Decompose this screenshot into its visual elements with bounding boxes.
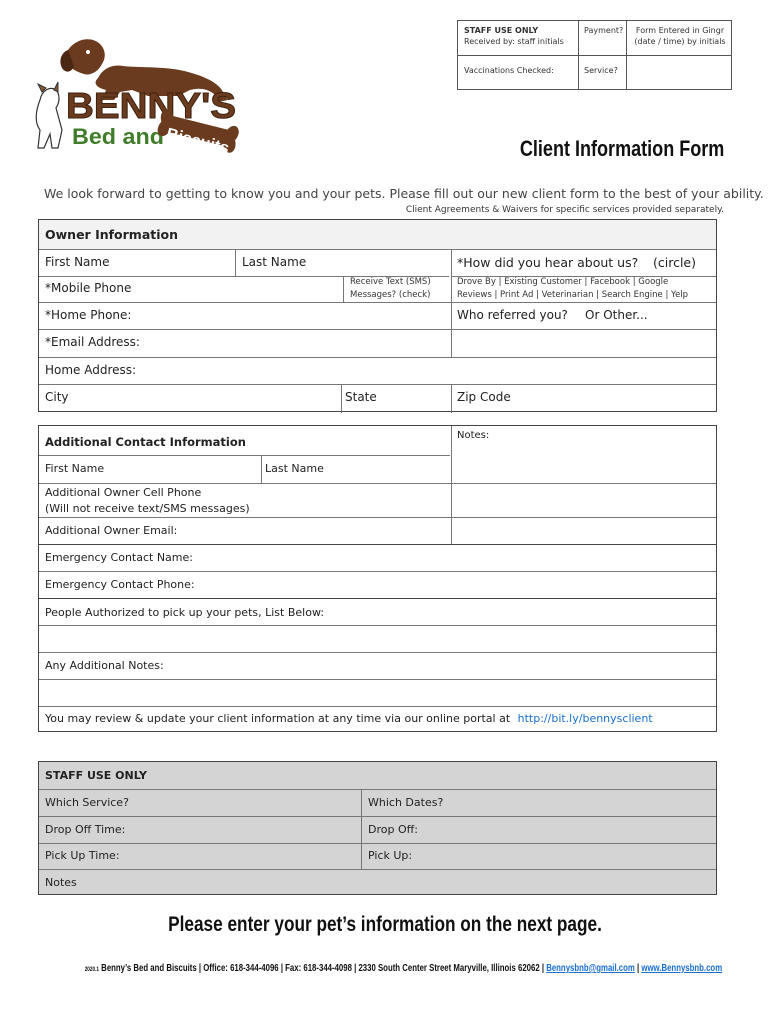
owner-information-section xyxy=(38,219,717,412)
state-field[interactable]: State xyxy=(345,390,377,404)
email-address-field[interactable]: *Email Address: xyxy=(45,335,140,349)
footer-contact-info xyxy=(84,963,723,974)
payment-label: Payment? xyxy=(584,26,624,35)
how-did-you-hear-label: *How did you hear about us? xyxy=(457,255,639,270)
service-label: Service? xyxy=(584,66,618,75)
any-additional-notes-label: Any Additional Notes: xyxy=(45,659,164,672)
other-source-label: Or Other... xyxy=(585,308,648,322)
staff-notes-field[interactable]: Notes xyxy=(45,876,77,889)
circle-label: (circle) xyxy=(653,255,696,270)
footer-website-link[interactable]: www.Bennysbnb.com xyxy=(641,963,723,974)
form-entered-sub-label: (date / time) by initials xyxy=(634,37,726,46)
additional-last-name-field[interactable]: Last Name xyxy=(265,462,324,475)
zip-code-field[interactable]: Zip Code xyxy=(457,390,511,404)
svg-text:Bed and: Bed and xyxy=(72,124,164,149)
referred-by-field[interactable]: Who referred you? xyxy=(457,308,568,322)
next-page-instruction: Please enter your pet’s information on the next page. xyxy=(168,913,602,936)
pick-up-time-field[interactable]: Pick Up Time: xyxy=(45,849,120,862)
footer-version: 2020.1 xyxy=(84,967,100,973)
staff-use-top-box xyxy=(457,20,732,90)
owner-information-header: Owner Information xyxy=(45,227,179,242)
any-additional-notes-field[interactable] xyxy=(39,680,715,705)
referral-sources-line1: Drove By | Existing Customer | Facebook | Google xyxy=(457,277,669,287)
emergency-contact-name-field[interactable]: Emergency Contact Name: xyxy=(45,551,193,564)
home-address-field[interactable]: Home Address: xyxy=(45,363,137,377)
bennys-logo xyxy=(28,30,253,180)
authorized-pickup-field[interactable] xyxy=(39,626,715,651)
portal-text xyxy=(45,712,653,725)
portal-description: You may review & update your client information at any time via our online portal at xyxy=(45,712,511,725)
drop-off-field[interactable]: Drop Off: xyxy=(368,823,418,836)
owner-first-name-field[interactable]: First Name xyxy=(45,255,110,269)
portal-link[interactable]: http://bit.ly/bennysclient xyxy=(517,712,653,725)
home-phone-field[interactable]: *Home Phone: xyxy=(45,308,132,322)
svg-text:BENNY'S: BENNY'S xyxy=(66,85,236,126)
staff-use-bottom-section xyxy=(38,761,717,895)
city-field[interactable]: City xyxy=(45,390,69,404)
additional-owner-cell-field[interactable] xyxy=(45,485,250,517)
received-by-label: Received by: staff initials xyxy=(464,37,564,46)
additional-notes-field[interactable]: Notes: xyxy=(457,430,490,441)
footer-separator: | xyxy=(634,963,642,974)
page-title: Client Information Form xyxy=(519,136,724,161)
drop-off-time-field[interactable]: Drop Off Time: xyxy=(45,823,126,836)
mobile-phone-field[interactable]: *Mobile Phone xyxy=(45,281,132,295)
authorized-pickup-label: People Authorized to pick up your pets, List Below: xyxy=(45,606,325,619)
referral-sources-options[interactable] xyxy=(457,276,688,302)
additional-contact-section xyxy=(38,425,717,732)
footer-text: Benny’s Bed and Biscuits | Office: 618-344-4096 | Fax: 618-344-4098 | 2330 South Center Street Maryville, Illinois 62062 | xyxy=(99,963,547,974)
form-entered-label: Form Entered in Gingr xyxy=(635,26,725,35)
owner-last-name-field[interactable]: Last Name xyxy=(242,255,307,269)
additional-cell-note: (Will not receive text/SMS messages) xyxy=(45,502,250,515)
intro-note: Client Agreements & Waivers for specific services provided separately. xyxy=(405,205,724,215)
additional-first-name-field[interactable]: First Name xyxy=(45,462,105,475)
which-service-field[interactable]: Which Service? xyxy=(45,796,129,809)
dog-logo-icon xyxy=(28,30,253,180)
which-dates-field[interactable]: Which Dates? xyxy=(368,796,444,809)
referral-sources-line2: Reviews | Print Ad | Veterinarian | Search Engine | Yelp xyxy=(457,290,689,300)
emergency-contact-phone-field[interactable]: Emergency Contact Phone: xyxy=(45,578,195,591)
staff-use-bottom-header: STAFF USE ONLY xyxy=(45,769,147,782)
footer-email-link[interactable]: Bennysbnb@gmail.com xyxy=(546,963,635,974)
pick-up-field[interactable]: Pick Up: xyxy=(368,849,413,862)
sms-label-line2: Messages? (check) xyxy=(350,290,431,300)
sms-label-line1: Receive Text (SMS) xyxy=(350,277,431,287)
additional-cell-label: Additional Owner Cell Phone xyxy=(45,486,202,499)
staff-use-label: STAFF USE ONLY xyxy=(464,26,539,35)
additional-owner-email-field[interactable]: Additional Owner Email: xyxy=(45,524,178,537)
additional-contact-header: Additional Contact Information xyxy=(45,435,246,449)
sms-opt-in-checkbox[interactable] xyxy=(350,276,431,302)
svg-text:Biscuits: Biscuits xyxy=(164,125,230,158)
vaccinations-label: Vaccinations Checked: xyxy=(464,66,554,75)
intro-text: We look forward to getting to know you and your pets. Please fill out our new client form to the best of your ability. xyxy=(44,186,764,201)
